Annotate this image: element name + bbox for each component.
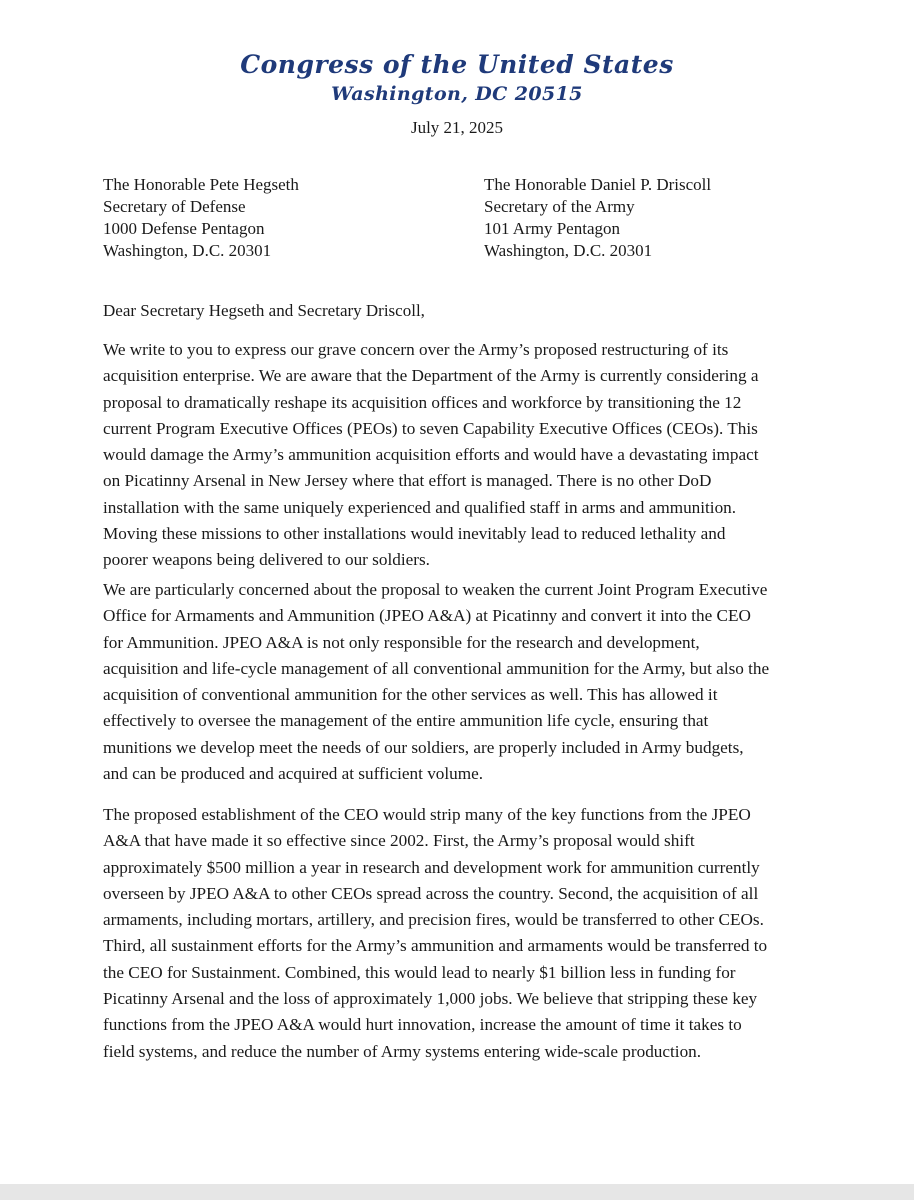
text-line: and can be produced and acquired at sufficient volume. [103,764,484,784]
text-line: Moving these missions to other installations would inevitably lead to reduced lethality and [103,524,726,544]
recipient-address-right [484,174,711,262]
text-line: approximately $500 million a year in research and development work for ammunition currently [103,857,760,877]
recipient-city: Washington, D.C. 20301 [484,241,653,260]
recipient-street: 1000 Defense Pentagon [103,219,265,238]
recipient-title: Secretary of the Army [484,197,635,216]
text-line: acquisition and life-cycle management of all conventional ammunition for the Army, but also the [103,658,770,678]
body-paragraph-3 [103,802,767,1065]
text-line: A&A that have made it so effective since 2002. First, the Army’s proposal would shift [103,831,695,851]
text-line: acquisition of conventional ammunition for the other services as well. This has allowed it [103,685,718,705]
letterhead-address: Washington, DC 20515 [331,83,583,105]
recipient-street: 101 Army Pentagon [484,219,620,238]
letterhead [0,48,914,106]
text-line: We write to you to express our grave concern over the Army’s proposed restructuring of its [103,340,729,359]
text-line: The proposed establishment of the CEO would strip many of the key functions from the JPEO [103,805,751,824]
recipient-address-left [103,174,299,262]
recipient-city: Washington, D.C. 20301 [103,241,272,260]
text-line: would damage the Army’s ammunition acquisition efforts and would have a devastating impact [103,445,759,465]
text-line: for Ammunition. JPEO A&A is not only responsible for the research and development, [103,632,700,652]
letter-date: July 21, 2025 [410,118,504,137]
text-line: effectively to oversee the management of the entire ammunition life cycle, ensuring that [103,711,709,731]
text-line: Office for Armaments and Ammunition (JPEO A&A) at Picatinny and convert it into the CEO [103,606,751,626]
text-line: We are particularly concerned about the proposal to weaken the current Joint Program Executive [103,580,768,599]
text-line: overseen by JPEO A&A to other CEOs spread across the country. Second, the acquisition of all [103,883,759,903]
text-line: current Program Executive Offices (PEOs) to seven Capability Executive Offices (CEOs). This [103,418,758,438]
text-line: armaments, including mortars, artillery, and precision fires, would be transferred to other CEOs. [103,910,764,930]
text-line: proposal to dramatically reshape its acquisition offices and workforce by transitioning the 12 [103,392,742,412]
text-line: installation with the same uniquely experienced and qualified staff in arms and ammunition. [103,497,737,517]
letterhead-title: Congress of the United States [240,50,674,79]
text-line: Picatinny Arsenal and the loss of approximately 1,000 jobs. We believe that stripping these key [103,989,758,1009]
salutation: Dear Secretary Hegseth and Secretary Driscoll, [103,301,425,320]
text-line: functions from the JPEO A&A would hurt innovation, increase the amount of time it takes to [103,1015,742,1035]
body-paragraph-1 [103,337,759,574]
text-line: poorer weapons being delivered to our soldiers. [103,550,430,570]
text-line: field systems, and reduce the number of Army systems entering wide-scale production. [103,1041,702,1061]
text-line: on Picatinny Arsenal in New Jersey where that effort is managed. There is no other DoD [103,471,712,491]
recipient-title: Secretary of Defense [103,197,246,216]
page-bottom-edge [0,1184,914,1200]
body-paragraph-2 [103,577,769,787]
text-line: acquisition enterprise. We are aware that the Department of the Army is currently considering a [103,366,759,386]
recipient-name: The Honorable Daniel P. Driscoll [484,175,712,194]
recipient-name: The Honorable Pete Hegseth [103,175,299,194]
text-line: munitions we develop meet the needs of our soldiers, are properly included in Army budgets, [103,737,744,757]
text-line: Third, all sustainment efforts for the Army’s ammunition and armaments would be transferred to [103,936,768,956]
text-line: the CEO for Sustainment. Combined, this would lead to nearly $1 billion less in funding for [103,962,736,982]
